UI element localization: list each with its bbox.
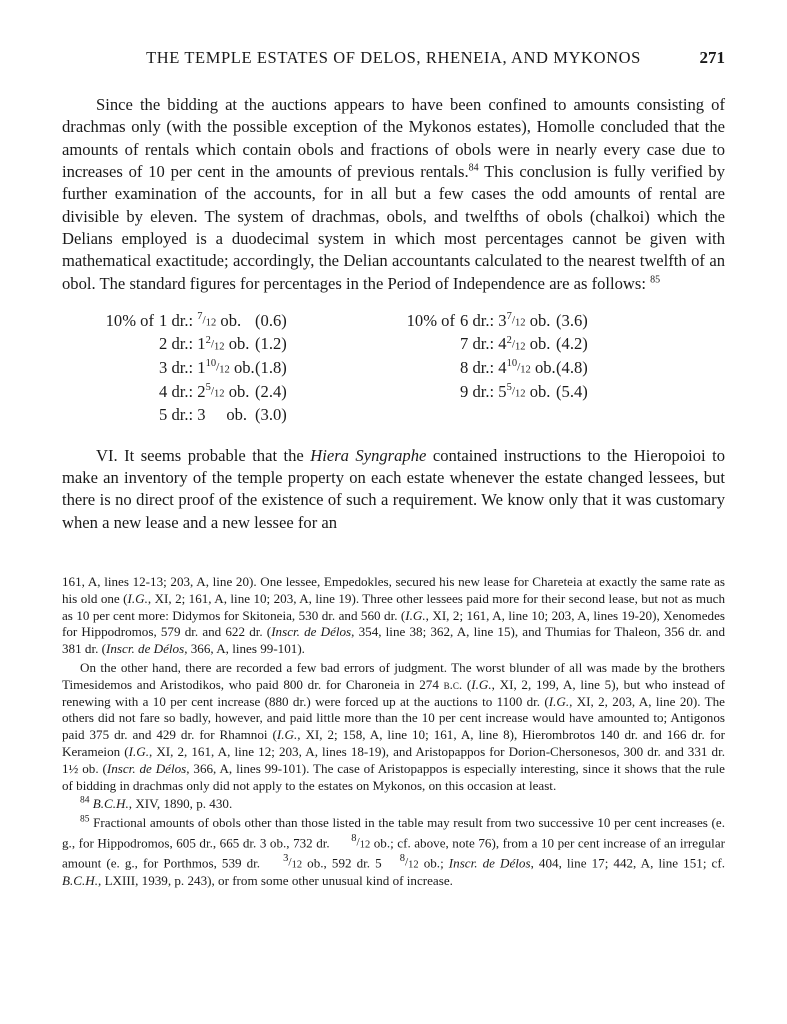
row-drachmas-value: 4 dr.: [159,381,194,401]
table-row [80,309,299,333]
row-decimal: (3.6) [556,310,588,330]
row-obol-fraction: 2/12 [205,334,225,353]
footnote-85: $^{85}$ Fractional amounts of obols other than those listed in the table may result from two successive 10 per cent increases (e. g., for Hippodromos, 605 dr., 665 dr. 3 ob., 732 dr. 8/12 ob.; cf. above, note 76), from a 10 per cent increase of an irregular amount (e. g., for Porthmos, 539 dr. 3/12 ob., 592 dr. 5 8/12 ob.; Inscr. de Délos, 404, line 17; 442, A, line 151; cf. B.C.H., LXIII, 1939, p. 243), or from some other unusual kind of increase. [62,814,725,888]
table-row [381,380,600,404]
row-obol-whole: 3 [498,310,507,330]
row-drachmas-value: 7 dr.: [460,334,495,354]
row-drachmas [159,356,255,380]
row-obol-whole: 3 [197,405,206,425]
table-row [80,380,299,404]
row-obol-fraction: 7/12 [197,311,217,329]
row-drachmas-value: 2 dr.: [159,334,194,354]
row-obol-fraction: 5/12 [506,382,526,400]
row-drachmas-value: 9 dr.: [460,381,495,401]
paragraph-1-text-b: This conclusion is fully verified by further examination of the accounts, for in all but a few cases the odd amounts of rental are divisible by eleven. The system of drachmas, obols, and twelfths of obols (chalkoi) which the Delians employed is a duodecimal system in which most percentages cannot be given with mathematical exactitude; accordingly, the Delian accountants calculated to the nearest twelfth of an obol. The standard figures for percentages in the Period of Independence are as follows: [62,161,725,293]
row-obol-fraction: 10/12 [506,358,531,376]
row-drachmas [159,380,255,404]
row-obol-fraction: 5/12 [205,382,225,400]
row-obol-whole: 1 [197,357,206,377]
row-drachmas [460,356,556,380]
row-drachmas [159,309,255,333]
row-drachmas [460,309,556,333]
row-decimal: (2.4) [255,381,287,401]
row-decimal: (5.4) [556,381,588,401]
table-row [381,356,600,380]
row-obol-unit: ob. [233,357,255,377]
row-obol-fraction: 7/12 [506,311,526,329]
row-obol-unit: ob. [228,334,250,354]
row-decimal: (3.0) [255,405,287,425]
row-drachmas-value: 3 dr.: [159,357,194,377]
body-paragraph-1 [62,94,725,295]
body-paragraph-2 [62,445,725,534]
row-obol-fraction: 10/12 [205,358,230,376]
footnote-84-marker: 84 [80,796,90,807]
row-drachmas-value: 8 dr.: [460,357,495,377]
row-obol-whole: 4 [498,357,507,377]
row-obol-whole: 4 [498,334,507,354]
page-number: 271 [699,48,725,67]
row-obol-unit: ob. [529,381,551,401]
percentage-table [62,309,725,427]
row-obol-unit: ob. [226,405,248,425]
page-header [62,48,725,68]
row-drachmas [159,403,255,427]
footnotes-section [62,564,725,890]
row-obol-unit: ob. [220,310,242,330]
row-decimal: (4.8) [556,357,588,377]
percentage-table-right-column [381,309,600,427]
row-obol-unit: ob. [228,381,250,401]
percentage-table-left-column [80,309,299,427]
row-obol-whole: 5 [498,381,507,401]
row-drachmas [460,332,556,356]
table-row [80,403,299,427]
row-obol-unit: ob. [529,334,551,354]
footnote-85-marker: 85 [80,814,90,825]
table-row [80,332,299,356]
row-obol-fraction: 2/12 [506,334,526,353]
paragraph-2-text-b: contained instructions to the Hieropoioi to make an inventory of the temple property on each estate whenever the estate changed lessees, but there is no direct proof of the existence of such a requirement. We know only that it was customary when a new lease and a new lessee for an [62,445,725,532]
paragraph-2-text-a: VI. It seems probable that the [96,445,311,465]
row-decimal: (1.2) [255,334,287,354]
row-drachmas [159,332,255,356]
row-percentage: 10% of [105,310,154,330]
row-percentage: 10% of [406,310,455,330]
row-drachmas-value: 5 dr.: [159,405,194,425]
row-decimal: (4.2) [556,334,588,354]
row-obol-whole: 2 [197,381,206,401]
row-drachmas-value: 6 dr.: [460,310,495,330]
running-head: THE TEMPLE ESTATES OF DELOS, RHENEIA, AND MYKONOS [146,48,641,67]
row-obol-unit: ob. [534,357,556,377]
table-row [381,309,600,333]
row-decimal: (1.8) [255,357,287,377]
hiera-syngraphe-title: Hiera Syngraphe [310,445,427,465]
footnote-ref-84: 84 [468,162,479,174]
row-drachmas [460,380,556,404]
table-row [80,356,299,380]
footnote-ref-85: 85 [650,273,661,285]
paragraph-1-text-a: Since the bidding at the auctions appears to have been confined to amounts consisting of drachmas only (with the possible exception of the Mykonos estates), Homolle concluded that the amounts of rentals which contain obols and fractions of obols were in nearly every case due to increases of 10 per cent in the amounts of previous rentals. [62,95,725,181]
continued-footnote-1: 161, A, lines 12-13; 203, A, line 20). One lessee, Empedokles, secured his new lease for Chareteia at exactly the same rate as his old one (I.G., XI, 2; 161, A, line 10; 203, A, line 19). Three other lessees paid more for their second lease, but not as much as 10 per cent more: Didymos for Skitoneia, 530 dr. and 560 dr. (I.G., XI, 2; 161, A, line 10; 203, A, lines 19-20), Xenomedes for Hippodromos, 579 dr. and 622 dr. (Inscr. de Délos, 354, line 38; 362, A, line 15), and Thumias for Thaleon, 356 dr. and 381 dr. (Inscr. de Délos, 366, A, lines 99-101). [62,573,725,657]
continued-footnote-2: On the other hand, there are recorded a few bad errors of judgment. The worst blunder of all was made by the brothers Timesidemos and Aristodikos, who paid 800 dr. for Charoneia in 274 b.c. (I.G., XI, 2, 199, A, line 5), but who instead of renewing with a 10 per cent increase (880 dr.) were forced up at the auctions to 1100 dr. (I.G., XI, 2, 203, A, line 20). The others did not fare so badly, however, and paid little more than the 10 per cent increase would have amounted to; Antigonos paid 375 dr. and 429 dr. for Rhamnoi (I.G., XI, 2; 158, A, line 10; 161, A, line 8), Hierombrotos 140 dr. and 166 dr. for Kerameion (I.G., XI, 2, 161, A, line 12; 203, A, lines 18-19), and Aristopappos for Dorion-Chersonesos, 300 dr. and 331 dr. 1½ ob. (Inscr. de Délos, 366, A, lines 99-101). The case of Aristopappos is especially interesting, since it shows that the rule of bidding in drachmas only did not apply to the estates on Mykonos, on this occasion at least. [62,659,725,793]
row-drachmas-value: 1 dr.: [159,310,194,330]
row-decimal: (0.6) [255,310,287,330]
footnote-84: $^{84}$ B.C.H., XIV, 1890, p. 430. [80,796,233,812]
table-row [381,332,600,356]
row-obol-unit: ob. [529,310,551,330]
row-obol-whole: 1 [197,334,206,354]
